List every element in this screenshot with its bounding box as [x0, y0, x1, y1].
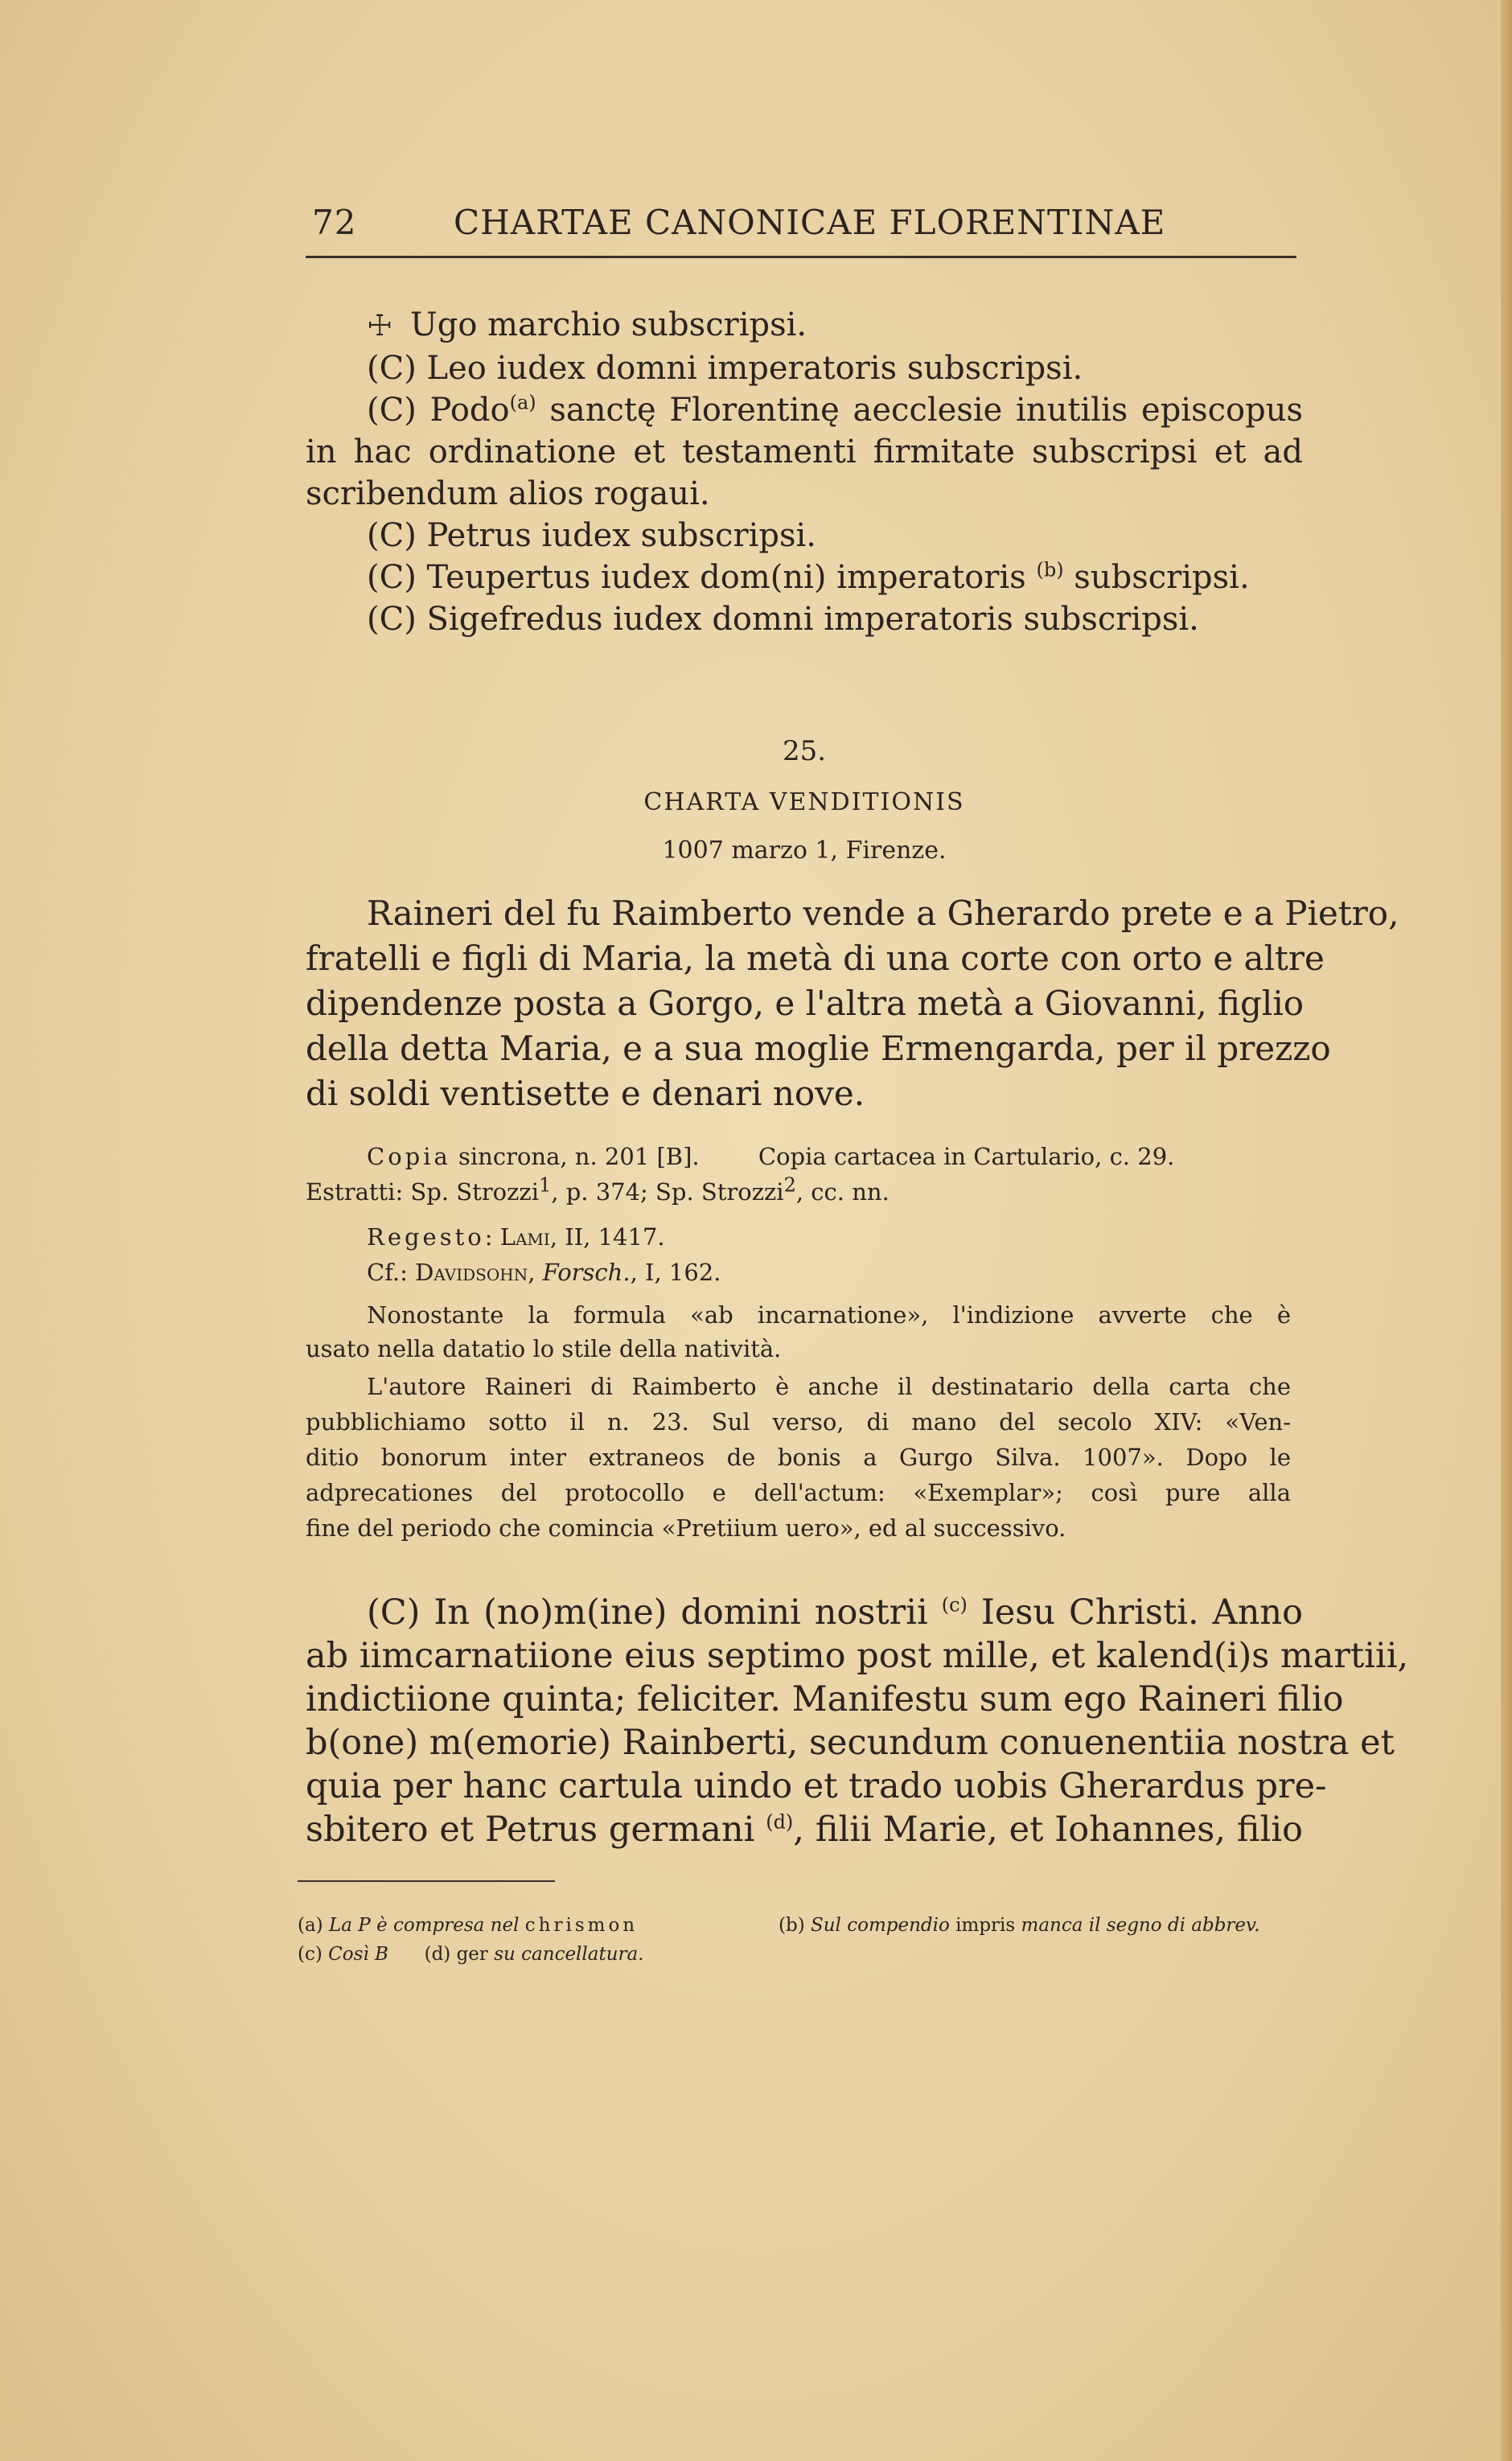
header-rule	[306, 256, 1296, 258]
subscription-line: in hac ordinatione et testamenti firmitate subscripsi et ad	[306, 433, 1303, 470]
apparatus	[306, 1139, 1291, 1546]
charter-text: (C) In (no)m(ine) domini nostrii $^{(c)}$ Iesu Christi. Anno ab iimcarnatiione eius septimo post mille, et kalend(i)s martiii, indictiione quinta; feliciter. Manifestu sum ego Raineri filio b(one) m(emorie) Rainberti, secundum conuenentiia nostra et quia per hanc cartula uindo et trado uobis Gherardus pre- sbitero et Petrus germani $^{(d)}$, filii Marie, et Iohannes, filio	[306, 1592, 1409, 1850]
subscription-line: (C) Petrus iudex subscripsi.	[367, 517, 817, 554]
subscription-line: (C) Leo iudex domni imperatoris subscripsi.	[367, 350, 1083, 387]
estratti-line: Estratti: Sp. Strozzi$^1$, p. 374; Sp. Strozzi$^2$, cc. nn.	[306, 1173, 890, 1206]
document-date: 1007 marzo 1, Firenze.	[662, 836, 947, 865]
note-2: L'autore Raineri di Raimberto è anche il destinatario della carta che pubblichiamo sotto il n. 23. Sul verso, di mano del secolo XIV: «Ven- ditio bonorum inter extraneos de bonis a Gurgo Silva. 1007». Dopo le adprecationes del protocollo e dell'actum: «Exemplar»; così pure alla fine del periodo che comincia «Pretiium uero», ed al successivo.	[306, 1373, 1291, 1542]
copia-line: Copia sincrona, n. 201 [B]. Copia cartacea in Cartulario, c. 29.	[367, 1143, 1175, 1170]
subscription-line: (C) Sigefredus iudex domni imperatoris subscripsi.	[367, 601, 1199, 638]
running-header	[312, 203, 1305, 253]
subscription-line: (C) Teupertus iudex dom(ni) imperatoris $^{(b)}$ subscripsi.	[367, 558, 1250, 596]
subscriptions-block	[306, 304, 1303, 640]
subscription-line: scribendum alios rogaui.	[306, 475, 710, 512]
subscription-line: ☩ Ugo marchio subscripsi.	[306, 304, 1303, 347]
running-title: CHARTAE CANONICAE FLORENTINAE	[454, 203, 1166, 242]
page-edge	[1501, 0, 1512, 2461]
document-title: CHARTA VENDITIONIS	[643, 788, 965, 816]
footnote-rule	[298, 1880, 555, 1882]
regesto-line: Regesto: Lami, II, 1417.	[367, 1223, 665, 1251]
subscription-line: (C) Podo$^{(a)}$ sanctę Florentinę aecclesie inutilis episcopus	[367, 391, 1303, 429]
note-1: Nonostante la formula «ab incarnatione», l'indizione avverte che è usato nella datatio lo stile della natività.	[306, 1301, 1291, 1362]
cf-line: Cf.: Davidsohn, Forsch., I, 162.	[367, 1259, 721, 1286]
footnotes	[298, 1911, 1295, 1969]
document-number: 25.	[782, 735, 827, 767]
cross-icon: ☩	[367, 310, 393, 343]
footnote-row: (c) Così B (d) ger su cancellatura.	[298, 1944, 644, 1965]
page-number: 72	[312, 203, 357, 242]
footnote-row: (a) La P è compresa nel chrismon (b) Sul compendio impris manca il segno di abbrev.	[298, 1915, 1260, 1936]
summary: Raineri del fu Raimberto vende a Gherardo prete e a Pietro, fratelli e figli di Maria, la metà di una corte con orto e altre dipendenze posta a Gorgo, e l'altra metà a Giovanni, figlio della detta Maria, e a sua moglie Ermengarda, per il prezzo di soldi ventisette e denari nove.	[306, 894, 1399, 1113]
